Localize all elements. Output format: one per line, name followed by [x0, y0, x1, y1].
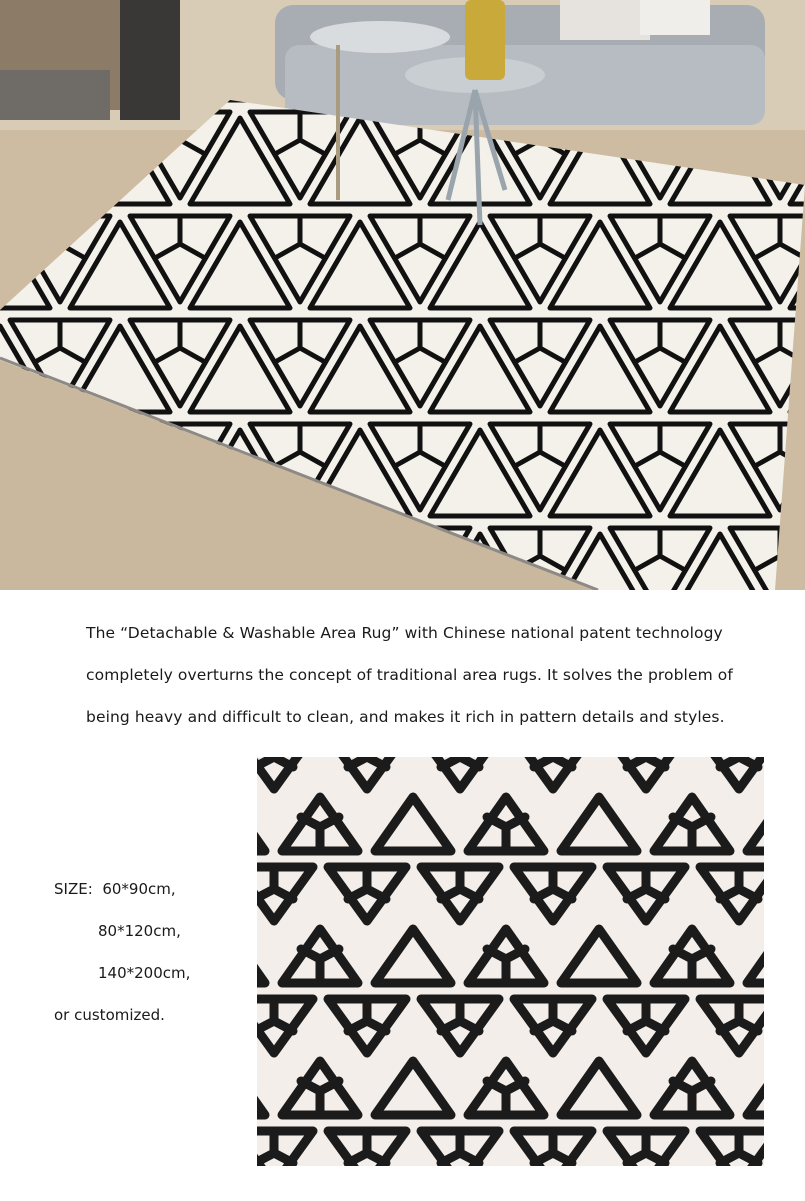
description-line-1: The “Detachable & Washable Area Rug” with Chinese national patent technology: [86, 624, 723, 642]
size-row-1: [54, 868, 190, 910]
description-line-2: completely overturns the concept of traditional area rugs. It solves the problem of: [86, 666, 733, 684]
size-label: SIZE:: [54, 880, 93, 898]
size-option-3: 140*200cm,: [98, 964, 191, 982]
size-option-1: 60*90cm,: [102, 880, 176, 898]
pattern-swatch-image: [257, 757, 764, 1166]
description-line-3: being heavy and difficult to clean, and makes it rich in pattern details and styles.: [86, 708, 725, 726]
hero-room-photo: [0, 0, 805, 590]
product-description: [86, 612, 796, 738]
size-option-2: 80*120cm,: [98, 922, 181, 940]
size-list: [54, 868, 190, 1036]
size-custom: or customized.: [54, 1006, 165, 1024]
